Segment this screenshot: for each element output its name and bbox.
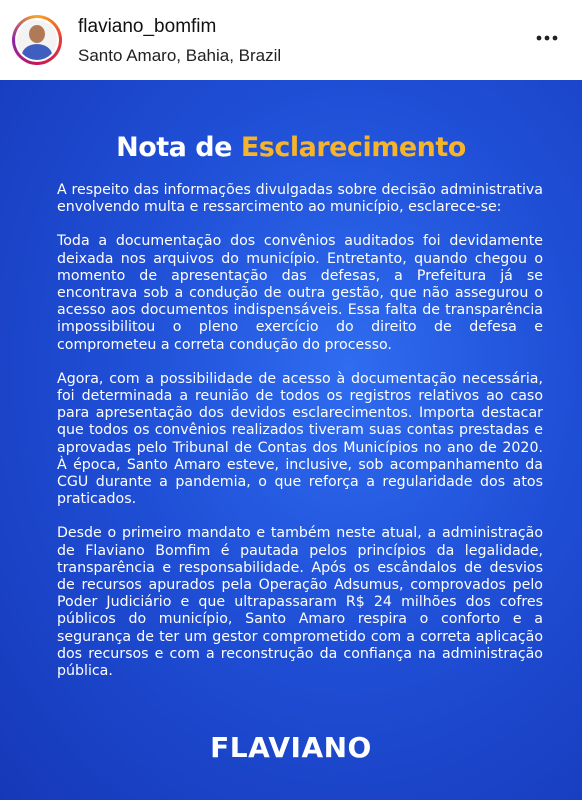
paragraph-2: Toda a documentação dos convênios auditados foi devidamente deixada nos arquivos do município. Entretanto, quando chegou o momento de apresentação das defesas, a Prefeitura já se encontrava sob a condução de outra gestão, que não assegurou o acesso aos documentos indispensáveis. Essa falta de transparência impossibilitou o pleno exercício do direito de defesa e comprometeu a correta condução do processo. (57, 233, 543, 353)
avatar-body (22, 44, 52, 60)
post-image[interactable] (0, 80, 582, 800)
post-title (0, 132, 582, 163)
more-horizontal-icon[interactable] (536, 35, 558, 41)
location-link[interactable]: Santo Amaro, Bahia, Brazil (78, 46, 282, 65)
username[interactable]: flaviano_bomfim (78, 16, 217, 37)
avatar-head (29, 25, 45, 43)
paragraph-4: Desde o primeiro mandato e também neste atual, a administração de Flaviano Bomfim é pautada pelos princípios da legalidade, transparência e responsabilidade. Após os escândalos de desvios de recursos apurados pela Operação Adsumus, comprovados pelo Poder Judiciário e que ultrapassaram R$ 24 milhões dos cofres públicos do município, Santo Amaro respira o conforto e a segurança de ter um gestor comprometido com a correta aplicação dos recursos e com a reconstrução da confiança na administração pública. (57, 525, 543, 680)
title-part-1: Nota de (116, 132, 241, 163)
profile-avatar[interactable] (12, 15, 62, 65)
avatar-frame (15, 18, 59, 62)
post-body (57, 182, 543, 697)
post-header (0, 0, 582, 80)
signature-logo: FLAVIANO (210, 731, 372, 764)
title-part-2: Esclarecimento (240, 132, 466, 163)
paragraph-1: A respeito das informações divulgadas sobre decisão administrativa envolvendo multa e ressarcimento ao município, esclarece-se: (57, 182, 543, 216)
avatar-photo (17, 20, 57, 60)
paragraph-3: Agora, com a possibilidade de acesso à documentação necessária, foi determinada a reunião de todos os registros relativos ao caso para apresentação dos devidos esclarecimentos. Importa destacar que todos os convênios realizados tiveram suas contas prestadas e aprovadas pelo Tribunal de Contas dos Municípios no ano de 2020. À época, Santo Amaro esteve, inclusive, sob acompanhamento da CGU durante a pandemia, o que reforça a regularidade dos atos praticados. (57, 370, 543, 508)
